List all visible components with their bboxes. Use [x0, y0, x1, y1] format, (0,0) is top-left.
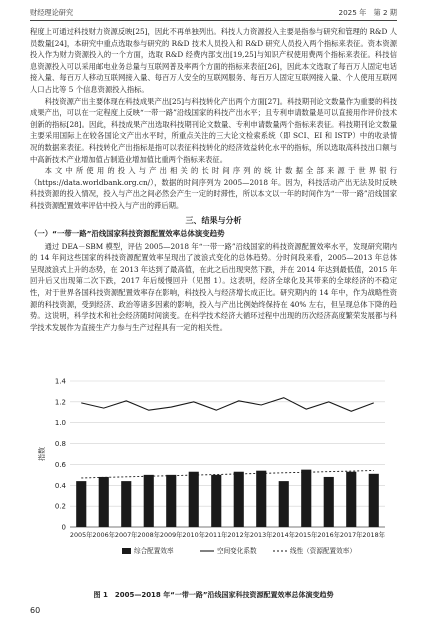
x-tick-label: 2009年: [159, 531, 183, 539]
legend-swatch-bar: [122, 548, 131, 554]
paragraph: 通过 DEA－SBM 模型，评估 2005—2018 年“一带一路”沿线国家的科技资源配置效率水平，发现研究期内的 14 年间这些国家的科技资源配置效率呈现出了波浪式变化的总体趋势。分时间段来看，2005—2013 年总体呈现波浪式上升的态势，在 2013 年达到了最高值，在此之后出现突然下跌，并在 2014 年达到最低值，2015 年回升后又出现第二次下跌，2017 年后缓慢回升（见图 1）。这表明，经济全球化及其带来的全球经济的不稳定性，对于世界各国科技资源配置效率存在影响，科技投入与经济增长成正比。研究期内的 14 年中，作为战略性资源的科技资源，受到经济、政治等诸多因素的影响，投入与产出比例始终保持在 40% 左右，但呈现总体下降的趋势。这说明，科学技术和社会经济随时间演变。在科学技术经济大循环过程中出现的历次经济高度繁荣发展都与科学技术发展作为直接生产力参与生产过程具有一定的相关性。: [30, 241, 397, 332]
bar-2017年: [346, 472, 356, 527]
bar-2010年: [189, 472, 199, 527]
bar-2009年: [166, 475, 176, 527]
y-tick-label: 0.8: [54, 440, 66, 449]
y-tick-label: 0: [61, 523, 66, 532]
figure-caption: 图 1 2005—2018 年“一带一路”沿线国家科技资源配置效率总体演变趋势: [93, 591, 334, 599]
y-tick-label: 1.0: [54, 419, 66, 428]
legend-label: 综合配置效率: [134, 547, 174, 555]
chart-svg: [30, 375, 397, 585]
y-tick-label: 1.2: [54, 398, 66, 407]
x-tick-label: 2014年: [272, 531, 296, 539]
x-tick-label: 2013年: [249, 531, 273, 539]
y-axis-label: 指数: [38, 447, 46, 461]
bar-2014年: [279, 481, 289, 527]
y-tick-label: 0.2: [54, 502, 66, 511]
paragraph: 程度上可通过科技财力资源反映[25]，因此不再单独列出。科技人力资源投入主要是指参与研究和管理的 R&D 人员数量[24]，本研究中重点选取参与研究的 R&D 技术人员投入和 R&D 研究人员投入两个指标来表征。资本资源投入作为财力资源投入的一个方面，选取 R&D 经费内部支出[19,25]与知识产权使用费两个指标来表征。科技信息资源投入可以采用邮电业务总量与互联网普及率两个方面的指标来表征[26]，因此本文选取了每百万人固定电话接入量、每百万人移动互联网接入量、每百万人安全的互联网服务、每百万人固定互联网接入量、个人使用互联网人口占比等 5 个信息资源投入指标。: [30, 27, 397, 94]
bar-2005年: [76, 481, 86, 527]
x-tick-label: 2010年: [182, 531, 206, 539]
legend-label: 空间变化系数: [217, 547, 257, 555]
page-number: 60: [30, 606, 41, 615]
x-tick-label: 2006年: [92, 531, 116, 539]
bar-2018年: [369, 474, 379, 527]
x-tick-label: 2018年: [362, 531, 386, 539]
bar-2006年: [99, 477, 109, 527]
bar-2016年: [324, 477, 334, 527]
bar-2015年: [301, 470, 311, 527]
running-header: [30, 6, 397, 21]
x-tick-label: 2012年: [227, 531, 251, 539]
article-body: [30, 26, 397, 333]
x-tick-label: 2011年: [204, 531, 228, 539]
figure-1-chart: [30, 375, 397, 585]
bar-2012年: [234, 472, 244, 527]
section-title: 三、结果与分析: [185, 215, 242, 225]
bar-2013年: [256, 471, 266, 527]
paragraph: 科技资源产出主要体现在科技成果产出[25]与科技转化产出两个方面[27]。科技期刊论文数量作为重要的科技成果产出，可以在一定程度上反映“一带一路”沿线国家的科技产出水平；且专利申请数量是可以直接用作评价技术创新的指标[28]。因此，科技成果产出选取科技期刊论文数量、专利申请数量两个指标来表征。科技期刊论文数量主要采用国际上在较各国论文产出水平时，所重点关注的三大论文检索系统（即 SCI、EI 和 ISTP）中的收录情况的数据来表征。科技转化产出指标是指可以表征科技转化的经济效益转化水平的指标，所以选取高科技出口额与中高新技术产业增加值占制造业增加值比重两个指标来表征。: [30, 96, 397, 164]
bar-2008年: [144, 475, 154, 527]
y-tick-label: 1.4: [54, 377, 66, 386]
journal-name: 财经理论研究: [30, 8, 74, 17]
x-tick-label: 2005年: [69, 531, 93, 539]
x-tick-label: 2007年: [114, 531, 138, 539]
x-tick-label: 2016年: [317, 531, 341, 539]
bar-2007年: [121, 481, 131, 527]
paragraph: 本文中所使用的投入与产出相关的长时间序列的统计数据全部来源于世界银行（https://data.worldbank.org.cn/），数据的时间序列为 2005—2018 年。因为，科技活动产出无法及时反映科技资源的投入情况，投入与产出之间必然会产生一定的时滞性，所以本文以一年的时间作为“一带一路”沿线国家科技资源配置效率评估中投入与产出的滞后期。: [30, 166, 397, 210]
y-tick-label: 0.4: [54, 481, 66, 490]
legend-label: 线性（资源配置效率）: [290, 547, 356, 555]
issue-label: 2025 年 第 2 期: [338, 8, 397, 17]
subsection-title: （一）“一带一路”沿线国家科技资源配置效率总体演变趋势: [30, 229, 225, 239]
x-tick-label: 2015年: [294, 531, 318, 539]
spatial-variation-line: [81, 398, 374, 412]
y-tick-label: 0.6: [54, 460, 66, 469]
x-tick-label: 2017年: [339, 531, 363, 539]
trend-line: [81, 470, 374, 478]
bar-2011年: [211, 475, 221, 527]
x-tick-label: 2008年: [137, 531, 161, 539]
